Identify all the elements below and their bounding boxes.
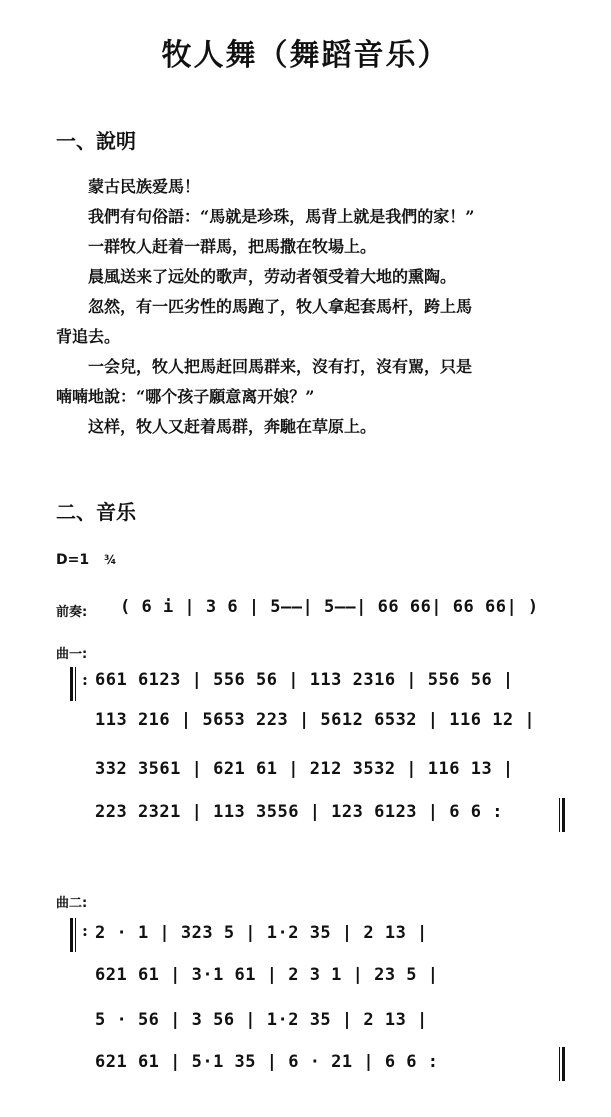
prelude-label: 前奏:: [56, 605, 88, 620]
repeat-end-bar: [555, 798, 565, 832]
description-line: 一会兒，牧人把馬赶回馬群来，沒有打，沒有駡，只是: [88, 357, 473, 376]
score-row: 5 · 56 | 3 56 | 1·2 35 | 2 13 |: [95, 1010, 428, 1030]
score-row: 661 6123 | 556 56 | 113 2316 | 556 56 |: [95, 670, 514, 690]
repeat-dots: :: [82, 670, 88, 689]
repeat-dots: :: [82, 921, 88, 940]
score-row: 621 61 | 3·1 61 | 2 3 1 | 23 5 |: [95, 965, 439, 985]
repeat-start-bar: [70, 918, 82, 952]
description-line: 晨風送来了远处的歌声，劳动者領受着大地的熏陶。: [88, 267, 457, 286]
description-paragraph: [56, 172, 578, 442]
description-line: 背追去。: [56, 327, 121, 346]
key-label: D=1: [56, 552, 90, 568]
description-line: 蒙古民族爱馬！: [88, 177, 201, 196]
section-heading-description: 一、說明: [56, 129, 136, 153]
key-signature: [56, 552, 116, 568]
description-line: 一群牧人赶着一群馬，把馬撒在牧場上。: [88, 237, 377, 256]
score-row: 621 61 | 5·1 35 | 6 · 21 | 6 6 :: [95, 1052, 439, 1072]
description-line: 喃喃地說：“哪个孩子願意离开娘？”: [56, 387, 315, 406]
part1-label: 曲一:: [56, 647, 88, 662]
score-row: 332 3561 | 621 61 | 212 3532 | 116 13 |: [95, 759, 514, 779]
section-heading-music: 二、音乐: [56, 500, 136, 524]
score-row: 2 · 1 | 323 5 | 1·2 35 | 2 13 |: [95, 923, 428, 943]
page-title: 牧人舞（舞蹈音乐）: [161, 38, 450, 73]
score-row: 113 216 | 5653 223 | 5612 6532 | 116 12 |: [95, 710, 536, 730]
time-signature: ¾: [103, 553, 117, 567]
description-line: 这样，牧人又赶着馬群，奔馳在草原上。: [88, 417, 377, 436]
prelude-notes: ( 6 i | 3 6 | 5——| 5——| 66 66| 66 66| ): [120, 597, 539, 617]
score-row: 223 2321 | 113 3556 | 123 6123 | 6 6 :: [95, 802, 503, 822]
repeat-start-bar: [70, 667, 82, 701]
description-line: 忽然，有一匹劣性的馬跑了，牧人拿起套馬杆，跨上馬: [88, 297, 473, 316]
description-line: 我們有句俗語：“馬就是珍珠，馬背上就是我們的家！”: [88, 207, 475, 226]
repeat-end-bar: [555, 1047, 565, 1081]
part2-label: 曲二:: [56, 896, 88, 911]
